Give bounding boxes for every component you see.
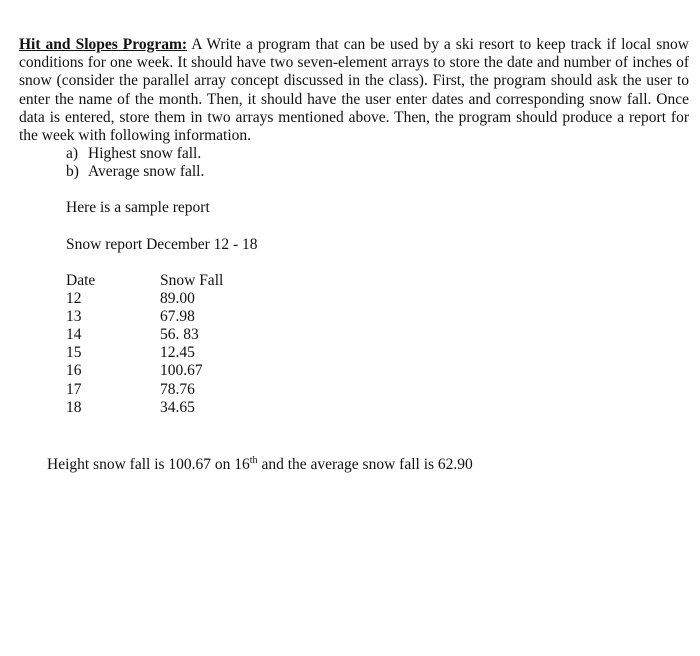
- table-row: [66, 326, 280, 344]
- snow-cell: 34.65: [160, 398, 195, 416]
- snow-cell: 67.98: [160, 308, 195, 326]
- date-cell: 13: [66, 308, 82, 326]
- sample-intro: Here is a sample report: [66, 199, 210, 216]
- table-row: [66, 381, 280, 399]
- summary-line: [47, 456, 473, 474]
- problem-title: Hit and Slopes Program:: [19, 36, 188, 53]
- problem-statement: [19, 36, 689, 145]
- date-cell: 14: [66, 326, 82, 344]
- problem-text: A Write a program that can be used by a ski resort to keep track if local snow conditions for one week. It should have two seven-element arrays to store the date and number of inches of snow (consider the parallel array concept discussed in the class). First, the program should ask the user to enter the name of the month. Then, it should have the user enter dates and corresponding snow fall. Once data is entered, store them in two arrays mentioned above. Then, the program should produce a report for the week with following information.: [19, 36, 689, 145]
- list-item-text: Average snow fall.: [88, 163, 205, 181]
- snow-cell: 78.76: [160, 380, 195, 398]
- snow-cell: 56. 83: [160, 326, 199, 344]
- summary-text-start: Height snow fall is 100.67 on 16: [47, 456, 250, 473]
- report-title: Snow report December 12 - 18: [66, 236, 258, 253]
- date-cell: 12: [66, 290, 82, 308]
- snow-cell: 89.00: [160, 290, 195, 308]
- header-date: Date: [66, 272, 96, 289]
- ordinal-suffix: th: [249, 455, 258, 466]
- table-row: [66, 344, 280, 362]
- requirements-list: [66, 145, 204, 181]
- snow-cell: 12.45: [160, 344, 195, 362]
- date-cell: 16: [66, 362, 82, 380]
- list-item-text: Highest snow fall.: [88, 145, 202, 162]
- list-marker: b): [66, 163, 79, 181]
- table-header-row: [66, 272, 280, 290]
- list-item: [66, 145, 204, 163]
- table-row: [66, 308, 280, 326]
- list-marker: a): [66, 145, 79, 162]
- snow-cell: 100.67: [160, 362, 203, 380]
- header-snow-fall: Snow Fall: [160, 272, 224, 289]
- list-item: [66, 163, 204, 181]
- date-cell: 18: [66, 398, 82, 416]
- date-cell: 17: [66, 380, 82, 398]
- table-row: [66, 362, 280, 380]
- summary-text-end: and the average snow fall is 62.90: [257, 456, 473, 473]
- snow-table: [66, 272, 280, 417]
- date-cell: 15: [66, 344, 82, 362]
- table-row: [66, 399, 280, 417]
- table-row: [66, 290, 280, 308]
